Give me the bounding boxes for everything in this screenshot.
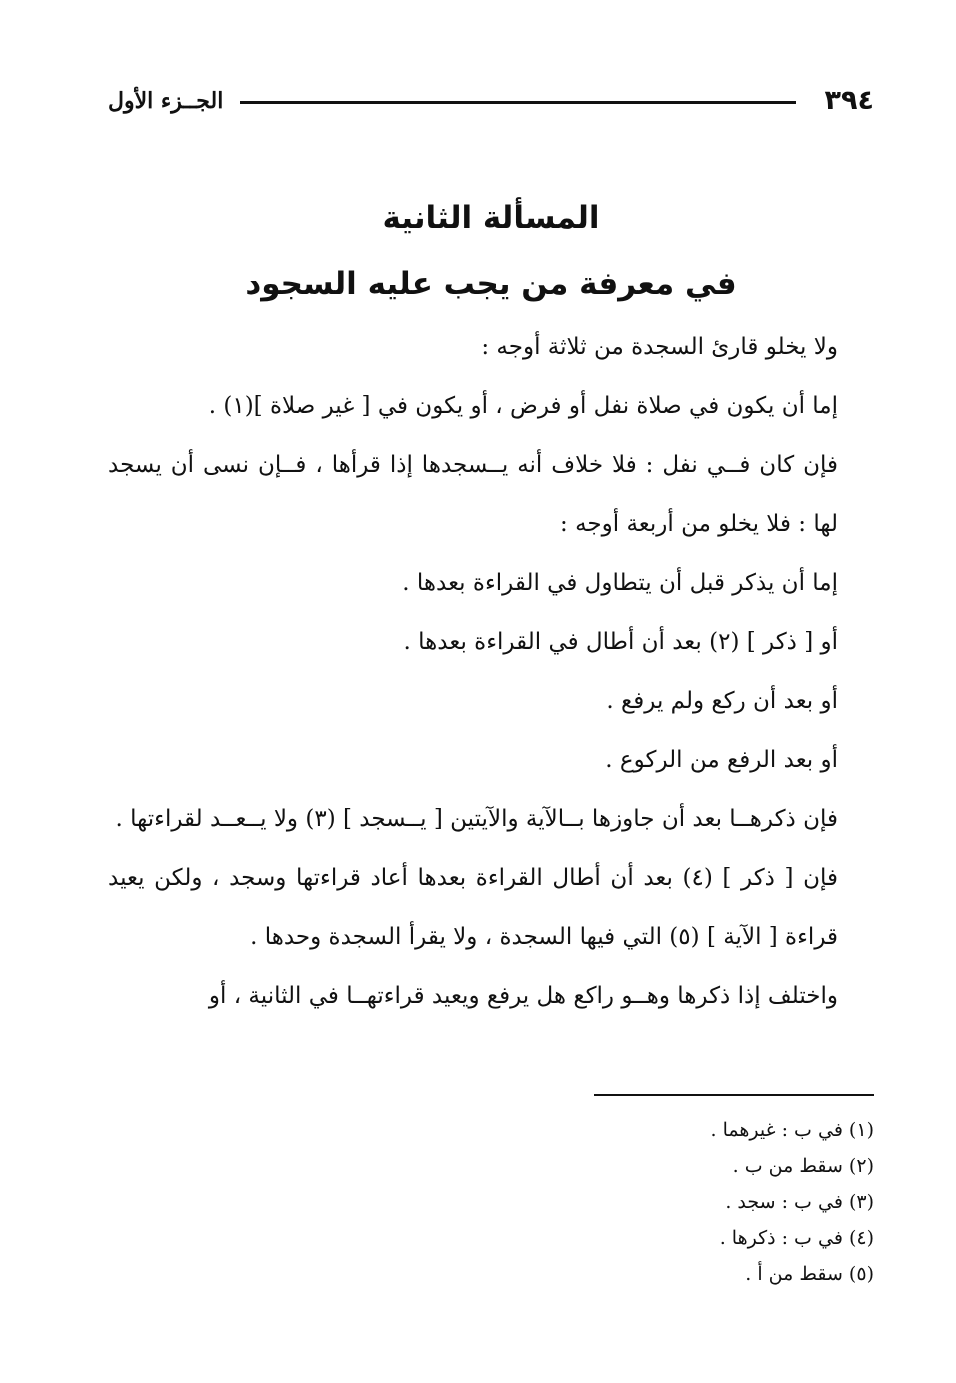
footnote-rule <box>594 1094 874 1096</box>
page-number: ٣٩٤ <box>824 85 874 116</box>
footnote: (١) في ب : غيرهما . <box>710 1119 874 1141</box>
paragraph: أو بعد الرفع من الركوع . <box>605 747 838 773</box>
running-header <box>108 84 874 120</box>
footnote: (٥) سقط من أ . <box>745 1263 874 1285</box>
section-subtitle: في معرفة من يجب عليه السجود <box>245 266 737 302</box>
body-text <box>108 318 874 1026</box>
paragraph: أو بعد أن ركع ولم يرفع . <box>606 688 838 714</box>
footnote: (٤) في ب : ذكرها . <box>719 1227 874 1249</box>
footnote: (٣) في ب : سجد . <box>725 1191 874 1213</box>
running-title: الجــزء الأول <box>108 88 224 114</box>
paragraph: إما أن يكون في صلاة نفل أو فرض ، أو يكون في [ غير صلاة ](١) . <box>208 393 838 419</box>
paragraph: فإن ذكرهــا بعد أن جاوزها بــالآية والآيتين [ يــسجد ] (٣) ولا يــعــد لقراءتها . <box>115 806 838 832</box>
paragraph: فإن كان فــي نفل : فلا خلاف أنه يــسجدها إذا قرأها ، فــإن نسى أن يسجد لها : فلا يخلو من أربعة أوجه : <box>108 452 838 537</box>
paragraph: فإن [ ذكر ] (٤) بعد أن أطال القراءة بعدها أعاد قراءتها وسجد ، ولكن يعيد قراءة [ الآية ] (٥) التي فيها السجدة ، ولا يقرأ السجدة وحدها . <box>108 865 838 950</box>
header-rule <box>240 101 796 104</box>
paragraph: أو [ ذكر ] (٢) بعد أن أطال في القراءة بعدها . <box>403 629 838 655</box>
paragraph: إما أن يذكر قبل أن يتطاول في القراءة بعدها . <box>402 570 838 596</box>
paragraph: ولا يخلو قارئ السجدة من ثلاثة أوجه : <box>481 334 838 360</box>
section-title: المسألة الثانية <box>382 200 600 236</box>
footnote: (٢) سقط من ب . <box>732 1155 874 1177</box>
footnotes <box>474 1112 874 1292</box>
paragraph: واختلف إذا ذكرها وهــو راكع هل يرفع ويعيد قراءتهــا في الثانية ، أو <box>208 983 838 1009</box>
